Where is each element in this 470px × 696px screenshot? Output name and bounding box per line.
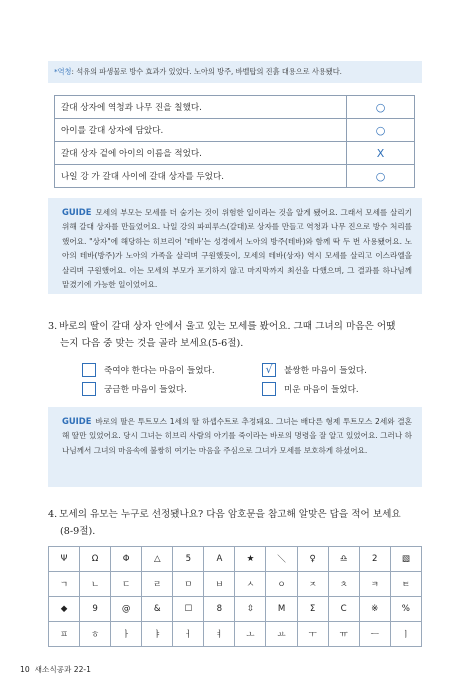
check-statement: 나일 강 가 갈대 사이에 갈대 상자를 두었다.: [55, 165, 347, 188]
check-statement: 아이를 갈대 상자에 담았다.: [55, 119, 347, 142]
option-2[interactable]: [262, 363, 367, 377]
cipher-cell: ㅎ: [80, 622, 111, 647]
question-number: 3.: [48, 321, 58, 332]
guide-label: GUIDE: [62, 416, 92, 426]
cipher-cell: Σ: [297, 597, 328, 622]
cipher-cell: ㅠ: [328, 622, 359, 647]
page-footer: [20, 664, 91, 675]
check-row: [55, 142, 415, 165]
cipher-cell: ㅂ: [204, 572, 235, 597]
guide-text: 바로의 딸은 투트모스 1세의 딸 하셉수트로 추정돼요. 그녀는 배다른 형제 투트모스 2세와 결혼해 딸만 있었어요. 당시 그녀는 히브리 사람의 아기를 죽이라는 바로의 명령을 잘 알고 있었어요. 그러나 하나님께서 그녀의 마음속에 불쌍히 여기는 마음을 주심으로 그녀가 모세를 보호하게 하셨어요.: [62, 417, 412, 455]
footnote-bar: [48, 61, 422, 83]
book-title: 새소식공과 22-1: [34, 665, 91, 674]
option-checkbox[interactable]: [82, 363, 96, 377]
cipher-cell: ㅑ: [142, 622, 173, 647]
option-checkbox[interactable]: [82, 382, 96, 396]
cipher-cell: 5: [173, 547, 204, 572]
cipher-cell: ㅊ: [328, 572, 359, 597]
cipher-cell: ㅣ: [390, 622, 421, 647]
cipher-cell: 2: [359, 547, 390, 572]
check-mark: ○: [347, 96, 415, 119]
question-3: [48, 318, 428, 352]
option-label: 죽여야 한다는 마음이 들었다.: [104, 366, 215, 376]
check-statement: 갈대 상자에 역청과 나무 진을 칠했다.: [55, 96, 347, 119]
cipher-cell: A: [204, 547, 235, 572]
cipher-cell: &: [142, 597, 173, 622]
cipher-cell: ㅋ: [359, 572, 390, 597]
cipher-cell: Ψ: [49, 547, 80, 572]
cipher-cell: ㅍ: [49, 622, 80, 647]
guide-label: GUIDE: [62, 207, 92, 217]
cipher-cell: ♎: [328, 547, 359, 572]
cipher-cell: M: [266, 597, 297, 622]
check-statement: 갈대 상자 겉에 아이의 이름을 적었다.: [55, 142, 347, 165]
cipher-cell: ㅡ: [359, 622, 390, 647]
cipher-cell: ㅇ: [266, 572, 297, 597]
footnote-text: : 석유의 파생물로 방수 효과가 있었다. 노아의 방주, 바벨탑의 진흙 대용으로 사용됐다.: [71, 67, 342, 76]
option-label: 미운 마음이 들었다.: [284, 385, 359, 395]
cipher-row: [49, 572, 422, 597]
option-label: 불쌍한 마음이 들었다.: [284, 366, 367, 376]
cipher-cell: ㅅ: [235, 572, 266, 597]
cipher-row: [49, 622, 422, 647]
check-mark: ○: [347, 119, 415, 142]
cipher-cell: C: [328, 597, 359, 622]
footnote-key: *역청: [54, 67, 72, 76]
question-number: 4.: [48, 509, 58, 520]
cipher-cell: ◆: [49, 597, 80, 622]
cipher-cell: 9: [80, 597, 111, 622]
cipher-cell: ▧: [390, 547, 421, 572]
cipher-cell: @: [111, 597, 142, 622]
check-row: [55, 96, 415, 119]
cipher-cell: ㅓ: [173, 622, 204, 647]
cipher-cell: ★: [235, 547, 266, 572]
option-checkbox[interactable]: √: [262, 363, 276, 377]
cipher-cell: ＼: [266, 547, 297, 572]
cipher-cell: ㄹ: [142, 572, 173, 597]
option-1[interactable]: [82, 363, 215, 377]
check-row: [55, 165, 415, 188]
option-3[interactable]: [82, 382, 187, 396]
guide-text: 모세의 부모는 모세를 더 숨기는 것이 위험한 일이라는 것을 알게 됐어요. 그래서 모세를 살리기 위해 갈대 상자를 만들었어요. 나일 강의 파피루스(갈대)로 상자를 만들고 역청과 나무 진으로 방수 처리를 했어요. "상자"에 해당하는 히브리어 '테바'는 성경에서 노아의 방주(테바)와 함께 딱 두 번 사용됐어요. 노아의 테바(방주)가 노아의 가족을 살리며 구원했듯이, 모세의 테바(상자) 역시 모세를 살리고 이스라엘을 살리며 구원했어요. 이는 모세의 부모가 포기하지 않고 마지막까지 최선을 다했으며, 그 결과를 하나님께 맡겼기에 가능한 일이었어요.: [62, 208, 412, 290]
cipher-cell: ⇳: [235, 597, 266, 622]
cipher-cell: ㄱ: [49, 572, 80, 597]
cipher-cell: ㅜ: [297, 622, 328, 647]
cipher-cell: ☐: [173, 597, 204, 622]
guide-box-1: [48, 198, 422, 294]
cipher-cell: %: [390, 597, 421, 622]
cipher-cell: ㅌ: [390, 572, 421, 597]
cipher-table: [48, 546, 422, 647]
cipher-cell: ㅕ: [204, 622, 235, 647]
cipher-cell: ♀: [297, 547, 328, 572]
option-4[interactable]: [262, 382, 359, 396]
cipher-cell: △: [142, 547, 173, 572]
guide-box-2: [48, 407, 422, 487]
option-label: 궁금한 마음이 들었다.: [104, 385, 187, 395]
check-mark: ○: [347, 165, 415, 188]
cipher-cell: ㅏ: [111, 622, 142, 647]
check-row: [55, 119, 415, 142]
cipher-cell: ㅗ: [235, 622, 266, 647]
cipher-cell: ㅛ: [266, 622, 297, 647]
cipher-cell: ㄴ: [80, 572, 111, 597]
cipher-cell: 8: [204, 597, 235, 622]
cipher-cell: ㅈ: [297, 572, 328, 597]
question-line-2: (8-9절).: [60, 526, 96, 537]
cipher-cell: ㄷ: [111, 572, 142, 597]
question-line-1: 모세의 유모는 누구로 선정됐나요? 다음 암호문을 참고해 알맞은 답을 적어 보세요: [59, 509, 401, 520]
cipher-row: [49, 597, 422, 622]
question-line-2: 는지 다음 중 맞는 것을 골라 보세요(5-6절).: [60, 338, 244, 349]
page-number: 10: [20, 665, 30, 674]
cipher-cell: ㅁ: [173, 572, 204, 597]
answer-check-table: [54, 95, 415, 188]
option-checkbox[interactable]: [262, 382, 276, 396]
cipher-cell: ※: [359, 597, 390, 622]
cipher-cell: Ω: [80, 547, 111, 572]
cipher-row: [49, 547, 422, 572]
question-line-1: 바로의 딸이 갈대 상자 안에서 울고 있는 모세를 봤어요. 그때 그녀의 마음은 어땠: [59, 321, 396, 332]
cipher-cell: Φ: [111, 547, 142, 572]
question-4: [48, 506, 428, 540]
check-mark: X: [347, 142, 415, 165]
